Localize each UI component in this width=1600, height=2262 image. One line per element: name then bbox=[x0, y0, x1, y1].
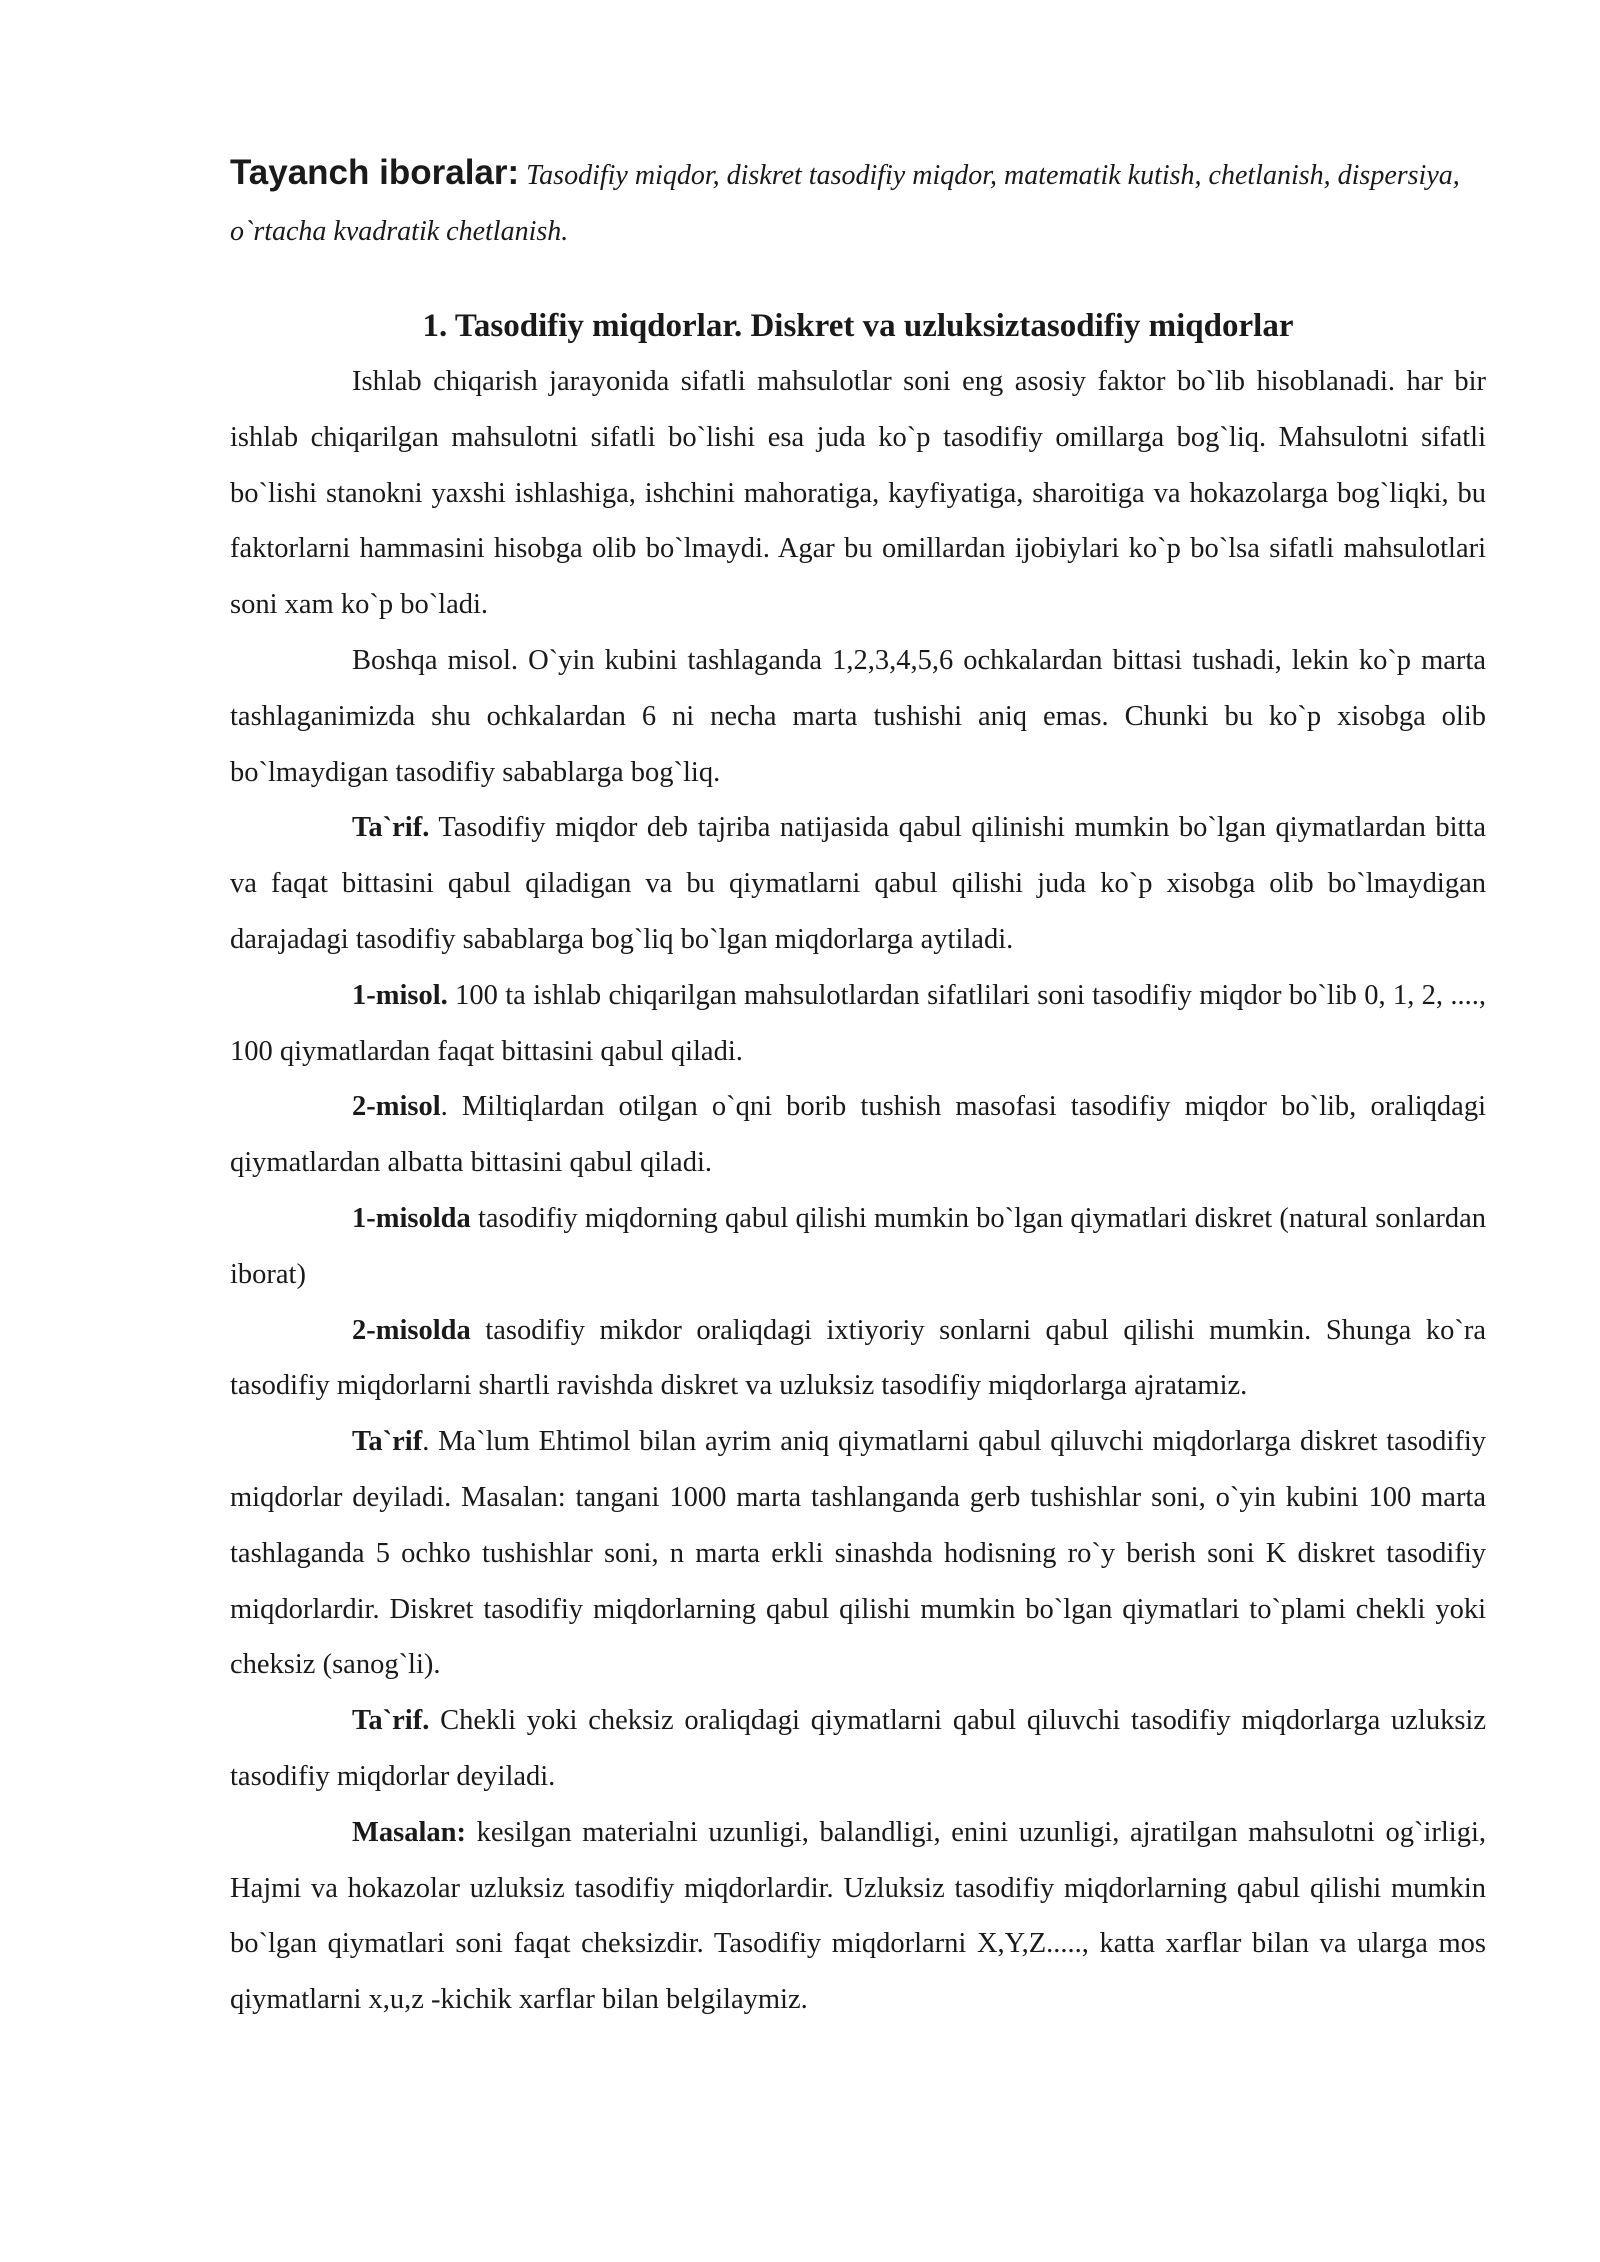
paragraph-lead: 2-misol bbox=[352, 1091, 441, 1123]
paragraph-text: . Miltiqlardan otilgan o`qni borib tushish masofasi tasodifiy miqdor bo`lib, oraliqdagi qiymatlardan albatta bittasini qabul qiladi. bbox=[230, 1091, 1486, 1179]
paragraph-text: Ishlab chiqarish jarayonida sifatli mahsulotlar soni eng asosiy faktor bo`lib hisoblanadi. har bir ishlab chiqarilgan mahsulotni sifatli bo`lishi esa juda ko`p tasodifiy omillarga bog`liq. Mahsulotni sifatli bo`lishi stanokni yaxshi ishlashiga, ishchini mahoratiga, kayfiyatiga, sharoitiga va hokazolarga bog`liqki, bu faktorlarni hammasini hisobga olib bo`lmaydi. Agar bu omillardan ijobiylari ko`p bo`lsa sifatli mahsulotlari soni xam ko`p bo`ladi. bbox=[230, 366, 1486, 621]
paragraph-example-1-note bbox=[230, 1191, 1486, 1303]
paragraph-text: tasodifiy miqdorning qabul qilishi mumkin bo`lgan qiymatlari diskret (natural sonlardan iborat) bbox=[230, 1202, 1486, 1290]
paragraph-lead: Ta`rif. bbox=[352, 812, 430, 844]
document-page bbox=[230, 145, 1486, 2028]
paragraph-definition-1 bbox=[230, 800, 1486, 967]
paragraph-text: Chekli yoki cheksiz oraliqdagi qiymatlarni qabul qiluvchi tasodifiy miqdorlarga uzluksiz tasodifiy miqdorlar deyiladi. bbox=[230, 1705, 1486, 1792]
paragraph-text: Boshqa misol. O`yin kubini tashlaganda 1,2,3,4,5,6 ochkalardan bittasi tushadi, lekin ko`p marta tashlaganimizda shu ochkalardan 6 ni necha marta tushishi aniq emas. Chunki bu ko`p xisobga olib bo`lmaydigan tasodifiy sabablarga bog`liq. bbox=[230, 644, 1486, 788]
paragraph-lead: 2-misolda bbox=[352, 1314, 471, 1346]
paragraph-example-3 bbox=[230, 1805, 1486, 2028]
paragraph-example-2-note bbox=[230, 1303, 1486, 1415]
paragraph-2 bbox=[230, 633, 1486, 800]
paragraph-lead: Ta`rif bbox=[352, 1426, 423, 1458]
section-title: 1. Tasodifiy miqdorlar. Diskret va uzluksiztasodifiy miqdorlar bbox=[422, 308, 1294, 344]
paragraph-text: 100 ta ishlab chiqarilgan mahsulotlardan sifatlilari soni tasodifiy miqdor bo`lib 0, 1, 2, ...., 100 qiymatlardan faqat bittasini qabul qiladi. bbox=[230, 979, 1486, 1067]
paragraph-1 bbox=[230, 354, 1486, 633]
paragraph-definition-3 bbox=[230, 1693, 1486, 1805]
paragraph-example-2 bbox=[230, 1079, 1486, 1191]
keywords-line bbox=[230, 145, 1486, 260]
paragraph-lead: 1-misol. bbox=[352, 979, 448, 1011]
paragraph-text: . Ma`lum Ehtimol bilan ayrim aniq qiymatlarni qabul qiluvchi miqdorlarga diskret tasodifiy miqdorlar deyiladi. Masalan: tangani 1000 marta tashlanganda gerb tushishlar soni, o`yin kubini 100 marta tashlaganda 5 ochko tushishlar soni, n marta erkli sinashda hodisning ro`y berish soni K diskret tasodifiy miqdorlardir. Diskret tasodifiy miqdorlarning qabul qilishi mumkin bo`lgan qiymatlari to`plami chekli yoki cheksiz (sanog`li). bbox=[230, 1426, 1486, 1681]
paragraph-text: kesilgan materialni uzunligi, balandligi, enini uzunligi, ajratilgan mahsulotni og`irligi, Hajmi va hokazolar uzluksiz tasodifiy miqdorlardir. Uzluksiz tasodifiy miqdorlarning qabul qilishi mumkin bo`lgan qiymatlari soni faqat cheksizdir. Tasodifiy miqdorlarni X,Y,Z....., katta xarflar bilan va ularga mos qiymatlarni x,u,z -kichik xarflar bilan belgilaymiz. bbox=[230, 1816, 1486, 2016]
paragraph-lead: Ta`rif. bbox=[352, 1705, 430, 1737]
keywords-label: Tayanch iboralar: bbox=[230, 153, 520, 192]
paragraph-definition-2 bbox=[230, 1414, 1486, 1693]
paragraph-text: tasodifiy mikdor oraliqdagi ixtiyoriy sonlarni qabul qilishi mumkin. Shunga ko`ra tasodifiy miqdorlarni shartli ravishda diskret va uzluksiz tasodifiy miqdorlarga ajratamiz. bbox=[230, 1314, 1486, 1402]
paragraph-lead: 1-misolda bbox=[352, 1202, 471, 1234]
paragraph-example-1 bbox=[230, 968, 1486, 1080]
keywords-text: Tasodifiy miqdor, diskret tasodifiy miqdor, matematik kutish, chetlanish, dispersiya, o`rtacha kvadratik chetlanish. bbox=[230, 160, 1460, 247]
paragraph-lead: Masalan: bbox=[352, 1816, 466, 1848]
paragraph-text: Tasodifiy miqdor deb tajriba natijasida qabul qilinishi mumkin bo`lgan qiymatlardan bitta va faqat bittasini qabul qiladigan va bu qiymatlarni qabul qilishi juda ko`p xisobga olib bo`lmaydigan darajadagi tasodifiy sabablarga bog`liq bo`lgan miqdorlarga aytiladi. bbox=[230, 812, 1486, 955]
